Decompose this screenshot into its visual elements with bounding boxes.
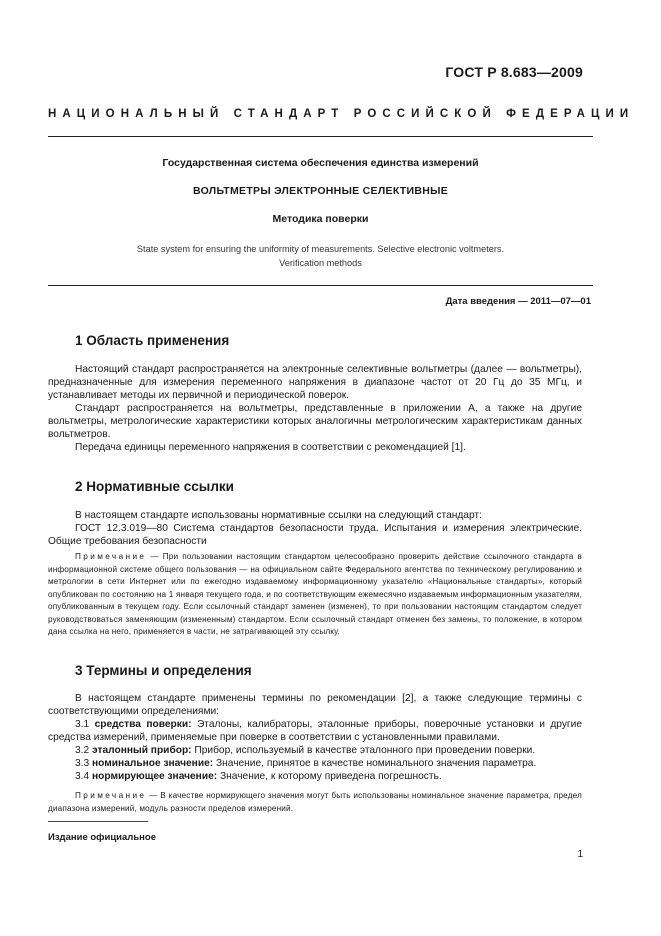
term-name: нормирующее значение: bbox=[92, 771, 218, 782]
title-system: Государственная система обеспечения единства измерений bbox=[162, 157, 479, 169]
title-english-line1: State system for ensuring the uniformity of measurements. Selective electronic voltmeters. bbox=[136, 244, 505, 254]
header-divider bbox=[48, 136, 593, 137]
title-sub: Методика поверки bbox=[272, 213, 369, 225]
section-2-note bbox=[48, 551, 582, 639]
term-3-4 bbox=[48, 770, 582, 783]
term-number: 3.2 bbox=[75, 745, 92, 756]
term-number: 3.4 bbox=[75, 771, 92, 782]
term-number: 3.1 bbox=[75, 719, 95, 730]
note-label: Примечание bbox=[75, 552, 147, 561]
national-standard-banner: НАЦИОНАЛЬНЫЙ СТАНДАРТ РОССИЙСКОЙ ФЕДЕРАЦИИ bbox=[48, 108, 635, 120]
term-definition: Значение, принятое в качестве номинального значения параметра. bbox=[213, 758, 537, 769]
note-text: — В качестве нормирующего значения могут быть использованы номинальное значение параметра, предел диапазона измерений, модуль разности пределов измерений. bbox=[48, 791, 582, 813]
term-definition: Значение, к которому приведена погрешность. bbox=[217, 771, 442, 782]
note-text: — При пользовании настоящим стандартом целесообразно проверить действие ссылочного стандарта в информационной системе общего пользования — на официальном сайте Федерального агентства по техническому регулированию и метрологии в сети Интернет или по ежегодно издаваемому информационному указателю «Национальные стандарты», который опубликован по состоянию на 1 января текущего года, и по соответствующим ежемесячно издаваемым информационным указателям, опубликованным в текущем году. Если ссылочный стандарт заменен (изменен), то при пользовании настоящим стандартом следует руководствоваться заменяющим (измененным) стандартом. Если ссылочный стандарт отменен без замены, то положение, в котором дана ссылка на него, применяется в части, не затрагивающей эту ссылку. bbox=[48, 552, 582, 636]
term-name: эталонный прибор: bbox=[92, 745, 192, 756]
title-main: ВОЛЬТМЕТРЫ ЭЛЕКТРОННЫЕ СЕЛЕКТИВНЫЕ bbox=[192, 185, 449, 197]
term-3-3 bbox=[48, 757, 582, 770]
footer-divider bbox=[48, 821, 148, 822]
term-name: средства поверки: bbox=[94, 719, 192, 730]
document-number: ГОСТ Р 8.683—2009 bbox=[445, 64, 583, 80]
section-1-paragraph-1: Настоящий стандарт распространяется на электронные селективные вольтметры (далее — вольтметры), предназначенные для измерения переменного напряжения в диапазоне частот от 20 Гц до 35 МГц, и устанавливает методы их первичной и периодической поверок. bbox=[48, 364, 582, 401]
page-number: 1 bbox=[577, 849, 583, 860]
term-definition: Эталоны, калибраторы, эталонные приборы, поверочные установки и другие средства измерений, применяемые при поверке в соответствии с установленными правилами. bbox=[48, 719, 582, 743]
term-definition: Прибор, используемый в качестве эталонного при проведении поверки. bbox=[191, 745, 536, 756]
term-3-2 bbox=[48, 744, 582, 757]
introduction-date: Дата введения — 2011—07—01 bbox=[445, 296, 591, 307]
term-3-1 bbox=[48, 718, 582, 744]
term-name: номинальное значение: bbox=[92, 758, 214, 769]
note-label: Примечание bbox=[75, 791, 147, 800]
section-1-paragraph-2: Стандарт распространяется на вольтметры, представленные в приложении А, а также на другие вольтметры, метрологические характеристики которых аналогичны метрологическим характеристикам данных вольтметров. bbox=[48, 403, 582, 440]
section-3-note bbox=[48, 790, 582, 815]
section-2-reference: ГОСТ 12.3.019—80 Система стандартов безопасности труда. Испытания и измерения электрические. Общие требования безопасности bbox=[48, 523, 582, 547]
title-english-line2: Verification methods bbox=[279, 258, 362, 268]
section-1-heading: 1 Область применения bbox=[75, 333, 230, 348]
section-1-paragraph-3: Передача единицы переменного напряжения в соответствии с рекомендацией [1]. bbox=[75, 442, 466, 453]
term-number: 3.3 bbox=[75, 758, 92, 769]
official-edition-label: Издание официальное bbox=[48, 832, 156, 843]
section-2-paragraph-1: В настоящем стандарте использованы нормативные ссылки на следующий стандарт: bbox=[75, 510, 482, 521]
section-2-heading: 2 Нормативные ссылки bbox=[75, 479, 234, 494]
title-divider bbox=[48, 285, 593, 286]
section-3-heading: 3 Термины и определения bbox=[75, 663, 252, 678]
section-3-paragraph-1: В настоящем стандарте применены термины по рекомендации [2], а также следующие термины с соответствующими определениями: bbox=[48, 693, 582, 717]
